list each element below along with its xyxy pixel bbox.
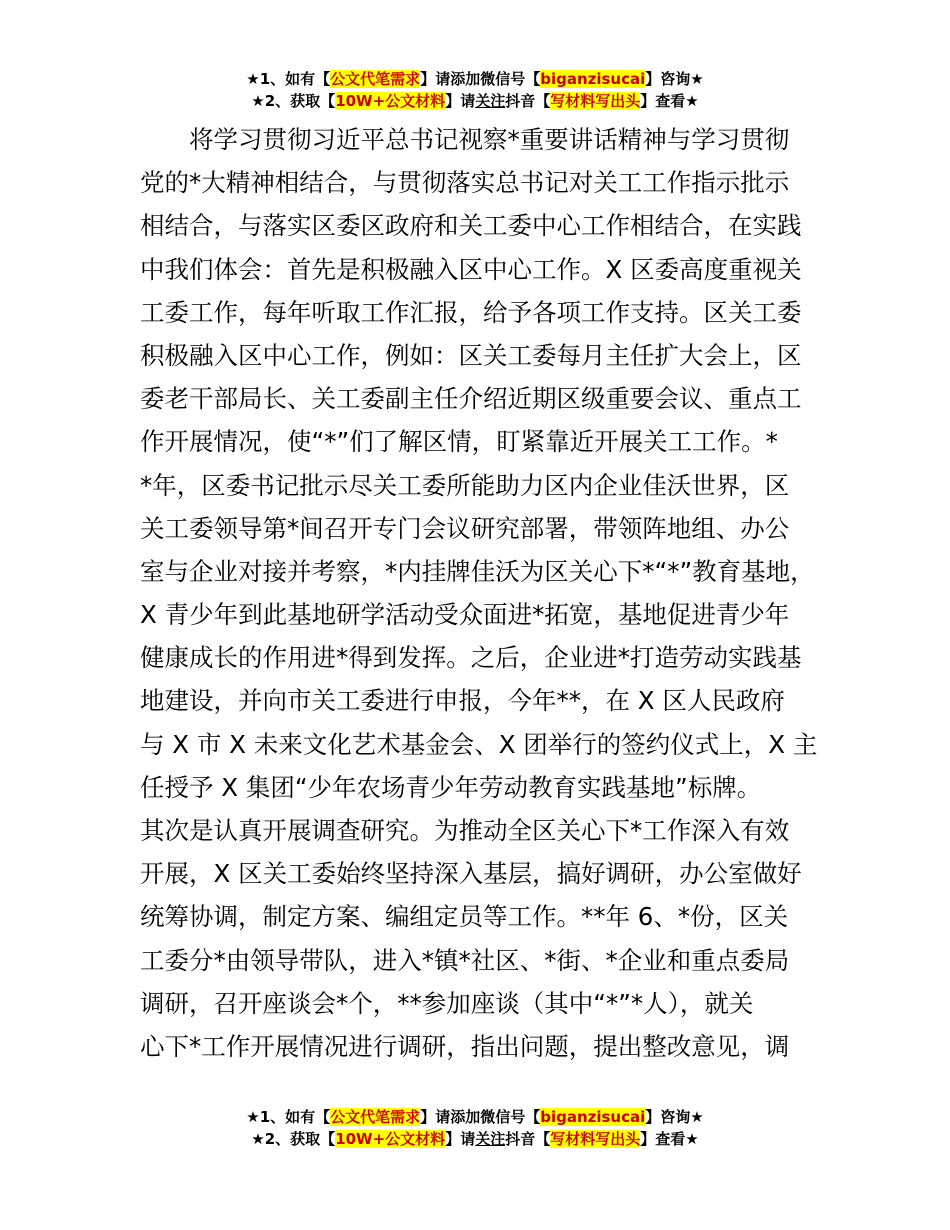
- body-line: 将学习贯彻习近平总书记视察*重要讲话精神与学习贯彻: [189, 125, 790, 154]
- document-body: [140, 118, 816, 1068]
- promo-text: 】请添加微信号【: [420, 1108, 541, 1126]
- body-line: *年，区委书记批示尽关工委所能助力区内企业佳沃世界，区: [140, 470, 790, 500]
- promo-text: 】查看★: [640, 92, 699, 110]
- highlight-douyin-account: 写材料写出头: [550, 92, 641, 110]
- body-line: 相结合，与落实区委区政府和关工委中心工作相结合，在实践: [140, 211, 802, 241]
- promo-text: 】查看★: [640, 1130, 699, 1148]
- promo-text: 】请添加微信号【: [420, 70, 541, 88]
- highlight-materials: 10W+公文材料: [335, 92, 446, 110]
- body-line: 工委分*由领导带队，进入*镇*社区、*街、*企业和重点委局: [140, 945, 790, 975]
- promo-line-1: [0, 68, 950, 90]
- body-line: 中我们体会：首先是积极融入区中心工作。X 区委高度重视关: [140, 254, 802, 284]
- body-line: X 青少年到此基地研学活动受众面进*拓宽，基地促进青少年: [140, 600, 790, 630]
- promo-text: ★2、获取【: [251, 92, 336, 110]
- highlight-ghostwriting: 公文代笔需求: [330, 1108, 421, 1126]
- highlight-wechat-id: biganzisucai: [540, 1108, 646, 1126]
- body-line: 心下*工作开展情况进行调研，指出问题，提出整改意见，调: [140, 1031, 790, 1061]
- highlight-ghostwriting: 公文代笔需求: [330, 70, 421, 88]
- body-line: 工委工作，每年听取工作汇报，给予各项工作支持。区关工委: [140, 297, 802, 327]
- body-line: 关工委领导第*间召开专门会议研究部署，带领阵地组、办公: [140, 513, 790, 543]
- promo-line-2: [0, 1128, 950, 1150]
- highlight-wechat-id: biganzisucai: [540, 70, 646, 88]
- header-promo-banner: [0, 68, 950, 112]
- body-line: 地建设，并向市关工委进行申报，今年**，在 X 区人民政府: [140, 686, 785, 716]
- body-line: 任授予 X 集团“少年农场青少年劳动教育实践基地”标牌。: [140, 772, 762, 802]
- body-line: 其次是认真开展调查研究。为推动全区关心下*工作深入有效: [140, 816, 790, 845]
- underline-follow: 关注: [475, 1130, 506, 1148]
- underline-follow: 关注: [475, 92, 506, 110]
- promo-text: 抖音【: [505, 1130, 551, 1148]
- promo-line-1: [0, 1106, 950, 1128]
- promo-text: ★1、如有【: [246, 70, 331, 88]
- body-line: 委老干部局长、关工委副主任介绍近期区级重要会议、重点工: [140, 384, 802, 414]
- body-line: 室与企业对接并考察，*内挂牌佳沃为区关心下*“*”教育基地，: [140, 556, 815, 586]
- promo-text: ★2、获取【: [251, 1130, 336, 1148]
- promo-text: ★1、如有【: [246, 1108, 331, 1126]
- footer-promo-banner: [0, 1106, 950, 1150]
- promo-text: 】咨询★: [645, 1108, 704, 1126]
- promo-text: 抖音【: [505, 92, 551, 110]
- promo-line-2: [0, 90, 950, 112]
- highlight-materials: 10W+公文材料: [335, 1130, 446, 1148]
- promo-text: 】请: [445, 1130, 476, 1148]
- body-line: 健康成长的作用进*得到发挥。之后，企业进*打造劳动实践基: [140, 643, 802, 673]
- body-line: 统筹协调，制定方案、编组定员等工作。**年 6、*份，区关: [140, 902, 789, 932]
- body-line: 与 X 市 X 未来文化艺术基金会、X 团举行的签约仪式上，X 主: [140, 729, 818, 759]
- promo-text: 】咨询★: [645, 70, 704, 88]
- highlight-douyin-account: 写材料写出头: [550, 1130, 641, 1148]
- body-line: 开展，X 区关工委始终坚持深入基层，搞好调研，办公室做好: [140, 859, 802, 889]
- body-line: 党的*大精神相结合，与贯彻落实总书记对关工工作指示批示: [140, 168, 790, 198]
- body-line: 积极融入区中心工作，例如：区关工委每月主任扩大会上，区: [140, 340, 802, 370]
- body-line: 作开展情况，使“*”们了解区情，盯紧靠近开展关工工作。*: [140, 427, 778, 457]
- body-line: 调研，召开座谈会*个，**参加座谈（其中“*”*人），就关: [140, 988, 754, 1018]
- promo-text: 】请: [445, 92, 476, 110]
